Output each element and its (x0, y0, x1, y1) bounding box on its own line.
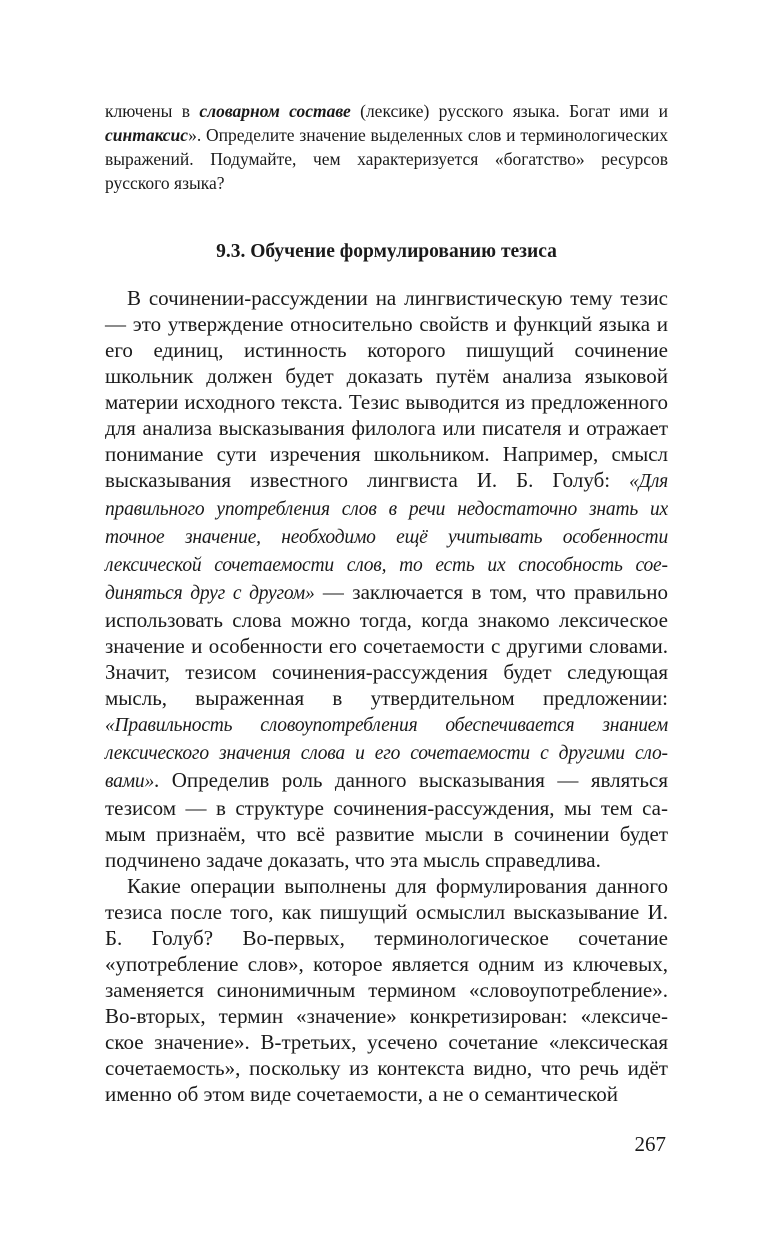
intro-text-1: ключены в (105, 101, 200, 121)
quote-thesis: «Правильность словоупотребления обеспечивается знанием лексического значения слова и его сочетаемости с другими словами» (105, 715, 668, 792)
term-slovarny-sostav: словарном составе (199, 101, 351, 121)
paragraph-operations: Какие операции выполнены для формулирования данного тезиса после того, как пишущий осмыслил высказывание И. Б. Голуб? Во-первых, терминологическое сочетание «употребление слов», которое является одним из ключевых, заменяется синонимичным термином «словоупотребление». Во-вторых, термин «значение» конкретизирован: «лексическое значение». В-третьих, усечено сочетание «лексическая сочетаемость», поскольку из контекста видно, что речь идёт именно об этом виде сочетаемости, а не о семантической (105, 874, 668, 1106)
main-text (105, 285, 668, 1107)
intro-text-3: ». Определите значение выделенных слов и терминологических выражений. Подумайте, чем характеризуется «богатство» ресурсов русского языка? (105, 125, 668, 193)
quote-golub: «Для правильного употребления слов в речи недостаточно знать их точное значение, необходимо ещё учитывать особенности лексической сочетаемости слов, то есть их способность соединяться друг с другом» (105, 471, 668, 604)
paragraph1-text-3: . Определив роль данного высказывания — являться тезисом — в структуре сочинения-рассуждения, мы тем самым признаём, что всё развитие мысли в сочинении будет подчинено задаче доказать, что эта мысль справедлива. (105, 768, 668, 872)
intro-text-2: (лексике) русского языка. Богат ими и (350, 101, 668, 121)
page-number: 267 (634, 1132, 666, 1156)
paragraph1-text-2: — заключается в том, что правильно использовать слова можно тогда, когда знакомо лексическое значение и особенности его сочетаемости с другими словами. Значит, тезисом сочинения-рассуждения будет следующая мысль, выраженная в утвердительном предложении: (105, 580, 668, 710)
intro-paragraph (105, 99, 668, 195)
paragraph1-text-1: В сочинении-рассуждении на лингвистическую тему тезис — это утверждение относительно свойств и функций языка и его единиц, истинность которого пишущий сочинение школьник должен будет доказать путём анализа языковой материи исходного текста. Тезис выводится из предложенного для анализа высказывания филолога или писателя и отражает понимание сути изречения школьником. Например, смысл высказывания известного лингвиста И. Б. Голуб: (105, 286, 668, 492)
term-sintaksis: синтаксис (105, 125, 189, 145)
section-heading: 9.3. Обучение формулированию тезиса (216, 241, 557, 262)
paragraph-thesis-definition (105, 285, 668, 873)
